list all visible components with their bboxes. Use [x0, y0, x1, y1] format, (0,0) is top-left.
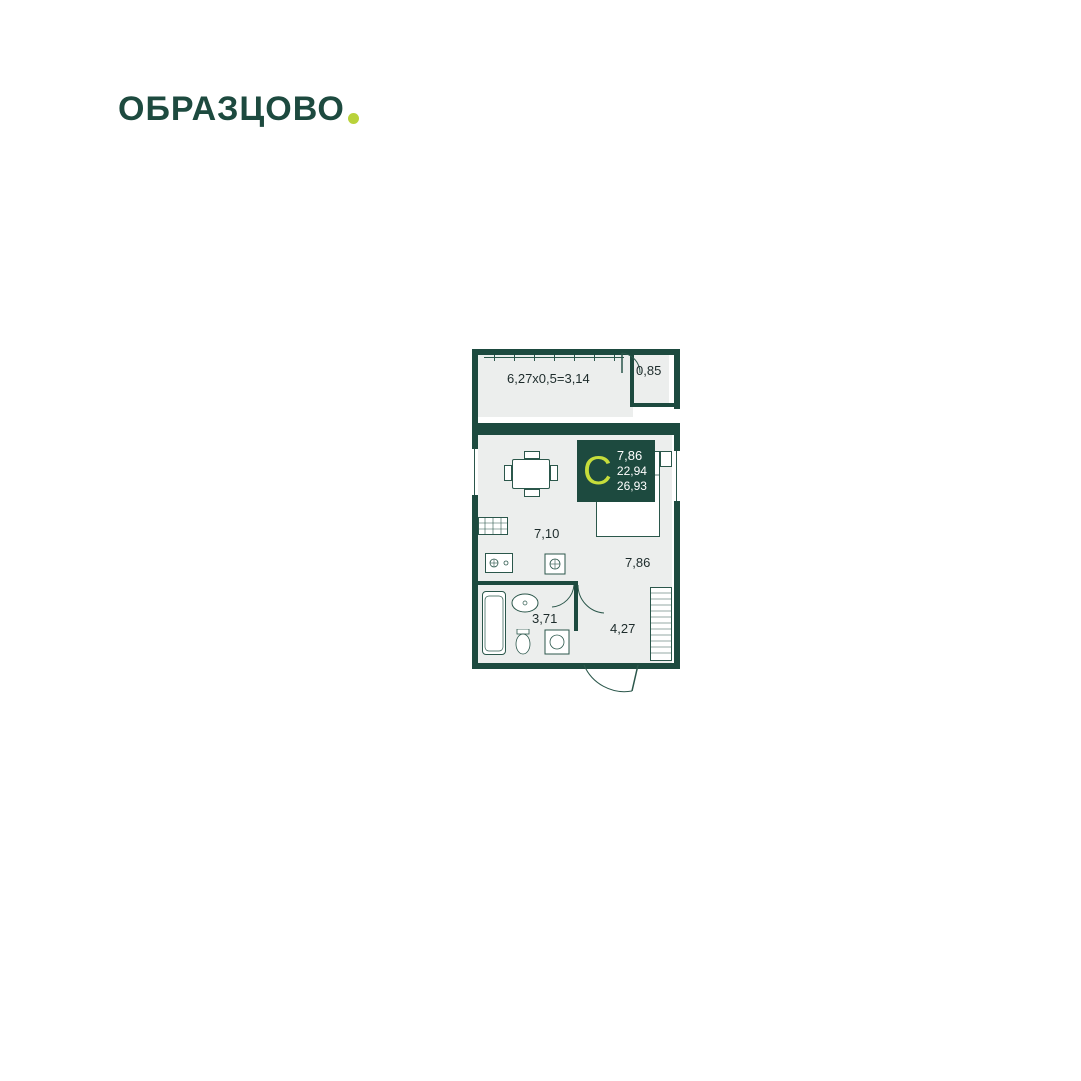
kitchen-sink-detail-icon	[485, 553, 513, 573]
label-living-area: 7,86	[625, 555, 651, 570]
label-kitchen-living: 7,10	[534, 526, 560, 541]
balcony-rail-tick	[514, 355, 515, 361]
window-right-living	[674, 451, 680, 501]
wall-balcony-left	[472, 349, 478, 429]
entrance-door-swing-icon	[582, 663, 642, 695]
table-icon	[512, 459, 550, 489]
kitchen-tile-icon	[478, 517, 508, 535]
apartment-type-badge	[577, 440, 655, 502]
window-left-kitchen-line	[474, 449, 475, 495]
toilet-icon	[512, 629, 534, 657]
company-logo	[118, 92, 359, 126]
bathtub-detail-icon	[482, 591, 506, 655]
balcony-rail-tick	[554, 355, 555, 361]
bathroom-door-swing-icon	[548, 583, 576, 611]
badge-total-without-balcony: 22,94	[616, 464, 647, 479]
balcony-rail-tick	[534, 355, 535, 361]
wall-balcony-right	[674, 349, 680, 409]
wall-main-top	[472, 429, 680, 435]
chair-icon	[524, 489, 540, 497]
balcony-rail-tick	[614, 355, 615, 361]
balcony-rail-tick	[594, 355, 595, 361]
badge-letter: C	[583, 449, 612, 493]
chair-icon	[550, 465, 558, 481]
window-right-living-line	[676, 451, 677, 501]
label-balcony: 6,27x0,5=3,14	[507, 371, 590, 386]
wall-balcony-exit-bottom	[630, 403, 680, 407]
wardrobe-detail-icon	[650, 587, 672, 661]
badge-areas	[617, 448, 647, 494]
badge-living-area: 7,86	[616, 447, 643, 463]
chair-icon	[504, 465, 512, 481]
wall-main-bottom	[472, 663, 680, 669]
chair-icon	[524, 451, 540, 459]
wall-balcony-top	[472, 349, 680, 355]
balcony-rail-tick	[494, 355, 495, 361]
label-balcony-exit: 0,85	[636, 363, 662, 378]
window-left-kitchen	[472, 449, 478, 495]
washing-machine-icon	[544, 629, 570, 655]
floor-plan	[470, 347, 685, 682]
badge-total-area: 26,93	[616, 479, 647, 494]
interior-door-swing-icon	[574, 583, 608, 617]
label-hallway: 4,27	[610, 621, 636, 636]
nightstand-icon	[660, 451, 672, 467]
balcony-room	[478, 355, 633, 417]
logo-text: ОБРАЗЦОВО	[118, 90, 345, 128]
stove-icon	[544, 553, 566, 575]
label-bathroom: 3,71	[532, 611, 558, 626]
logo-dot-icon	[348, 113, 359, 124]
balcony-rail-tick	[574, 355, 575, 361]
